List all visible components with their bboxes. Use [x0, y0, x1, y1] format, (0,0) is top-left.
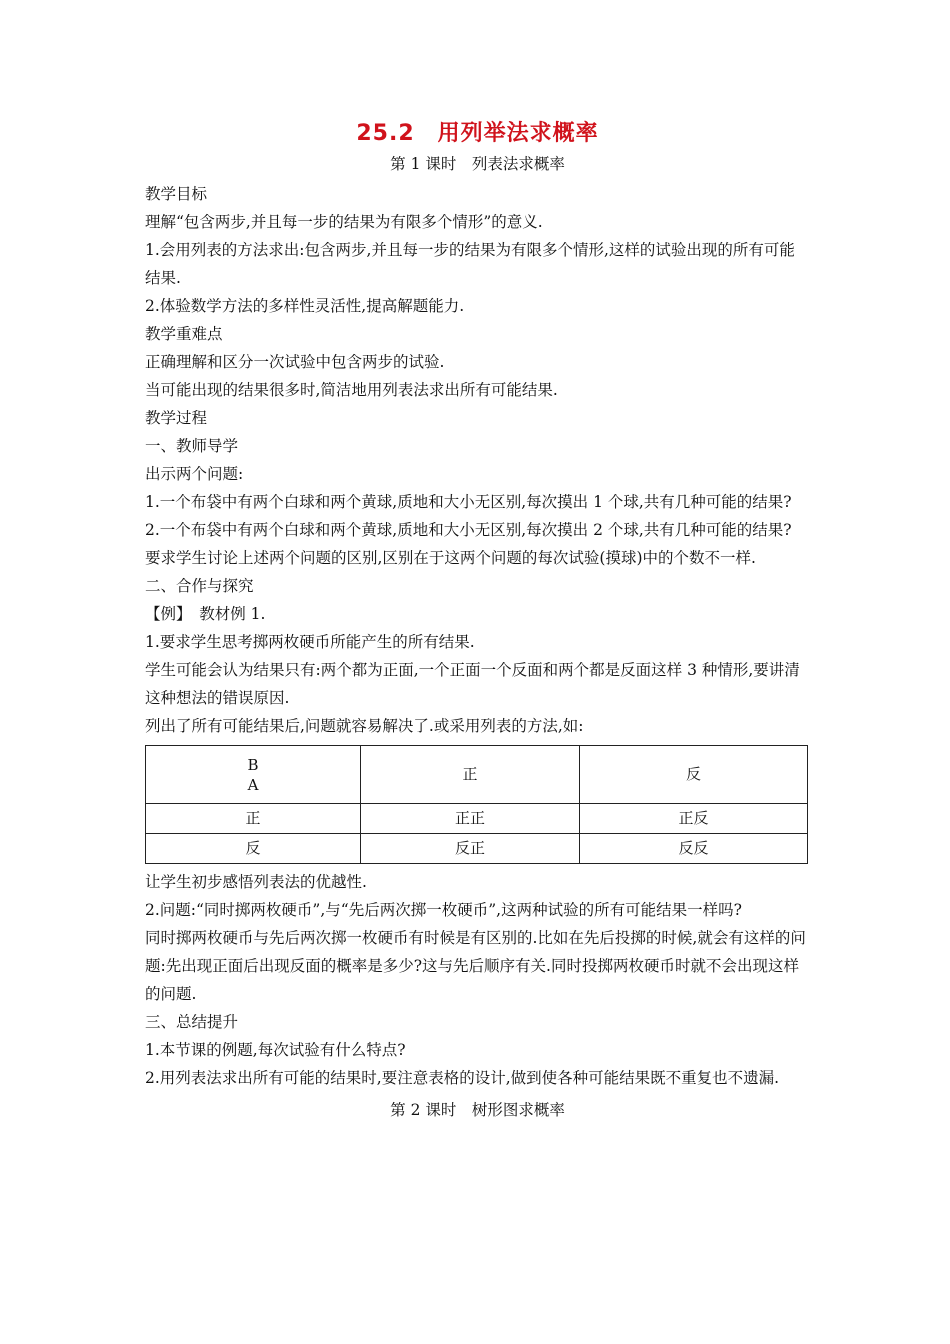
section2-paragraph: 让学生初步感悟列表法的优越性.: [145, 873, 367, 891]
table-cell: 反反: [580, 834, 808, 864]
row-header-cell: 正: [146, 804, 361, 834]
table-cell: 正反: [580, 804, 808, 834]
table-corner-cell: [146, 746, 361, 804]
section2-paragraph: 同时掷两枚硬币与先后两次掷一枚硬币有时候是有区别的.比如在先后投掷的时候,就会有这样的问题:先出现正面后出现反面的概率是多少?这与先后顺序有关.同时投掷两枚硬币时就不会出现这样的问题.: [145, 929, 806, 1003]
objectives-heading: 教学目标: [145, 185, 208, 203]
column-header-cell: 反: [580, 746, 808, 804]
section2-paragraph: 学生可能会认为结果只有:两个都为正面,一个正面一个反面和两个都是反面这样 3 种情形,要讲清这种想法的错误原因.: [145, 661, 800, 707]
column-header-cell: 正: [361, 746, 580, 804]
section2-paragraph: 列出了所有可能结果后,问题就容易解决了.或采用列表的方法,如:: [145, 717, 584, 735]
lesson1-title: 第 1 课时 列表法求概率: [390, 155, 565, 173]
lesson2-title: 第 2 课时 树形图求概率: [390, 1101, 565, 1119]
table-cell: 正正: [361, 804, 580, 834]
table-row: [146, 804, 808, 834]
keypoints-heading: 教学重难点: [145, 325, 223, 343]
table-row: [146, 746, 808, 804]
corner-label-b: B: [247, 755, 259, 774]
section2-paragraph: 2.问题:“同时掷两枚硬币”,与“先后两次掷一枚硬币”,这两种试验的所有可能结果一样吗?: [145, 901, 742, 919]
section1-paragraph: 要求学生讨论上述两个问题的区别,区别在于这两个问题的每次试验(摸球)中的个数不一样.: [145, 549, 756, 567]
section1-paragraph: 1.一个布袋中有两个白球和两个黄球,质地和大小无区别,每次摸出 1 个球,共有几种可能的结果?: [145, 493, 792, 511]
section2-paragraph: 1.要求学生思考掷两枚硬币所能产生的所有结果.: [145, 633, 475, 651]
section3-heading: 三、总结提升: [145, 1013, 239, 1031]
keypoint-paragraph: 正确理解和区分一次试验中包含两步的试验.: [145, 353, 445, 371]
objective-paragraph: 1.会用列表的方法求出:包含两步,并且每一步的结果为有限多个情形,这样的试验出现的所有可能结果.: [145, 241, 795, 287]
table-cell: 反正: [361, 834, 580, 864]
section1-paragraph: 出示两个问题:: [145, 465, 244, 483]
document-title: 25.2 用列举法求概率: [356, 121, 599, 146]
row-header-cell: 反: [146, 834, 361, 864]
table-row: [146, 834, 808, 864]
section3-paragraph: 1.本节课的例题,每次试验有什么特点?: [145, 1041, 406, 1059]
section1-heading: 一、教师导学: [145, 437, 239, 455]
section2-heading: 二、合作与探究: [145, 577, 254, 595]
document-page: [145, 118, 810, 1124]
corner-label-a: A: [247, 775, 259, 794]
example-label: 【例】 教材例 1.: [145, 605, 266, 623]
section3-paragraph: 2.用列表法求出所有可能的结果时,要注意表格的设计,做到使各种可能结果既不重复也不遗漏.: [145, 1069, 780, 1087]
coin-outcome-table: [145, 745, 808, 864]
section1-paragraph: 2.一个布袋中有两个白球和两个黄球,质地和大小无区别,每次摸出 2 个球,共有几种可能的结果?: [145, 521, 792, 539]
keypoint-paragraph: 当可能出现的结果很多时,简洁地用列表法求出所有可能结果.: [145, 381, 558, 399]
objective-paragraph: 理解“包含两步,并且每一步的结果为有限多个情形”的意义.: [145, 213, 543, 231]
process-heading: 教学过程: [145, 409, 208, 427]
objective-paragraph: 2.体验数学方法的多样性灵活性,提高解题能力.: [145, 297, 465, 315]
